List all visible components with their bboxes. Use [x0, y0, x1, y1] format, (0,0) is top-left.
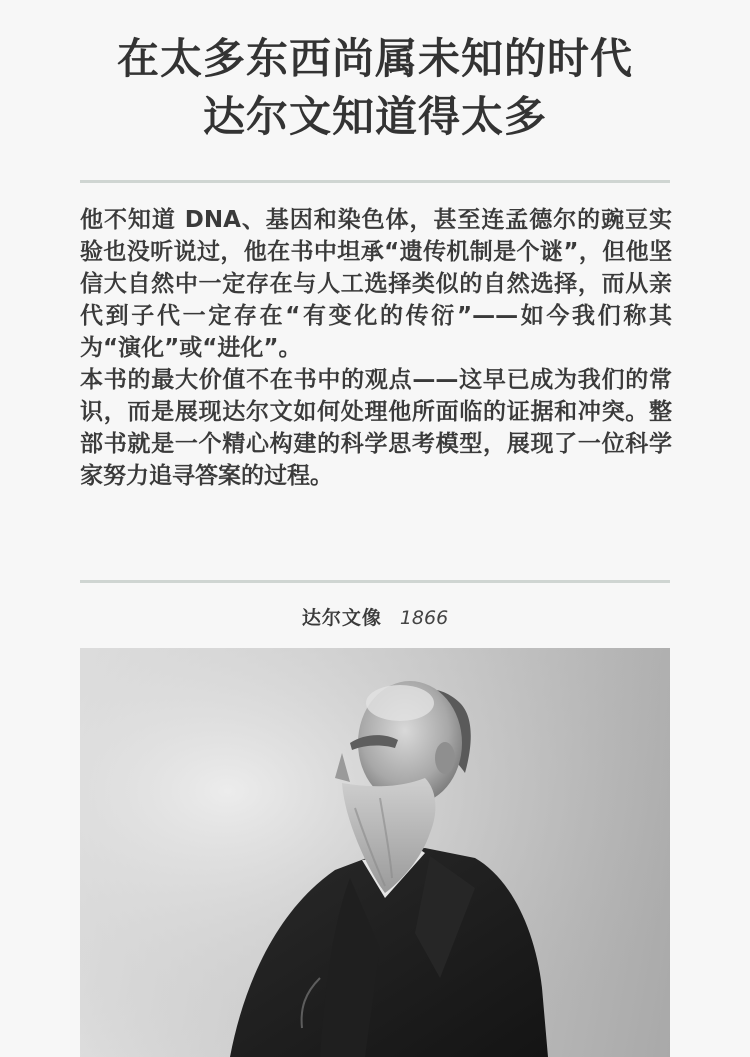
top-divider — [80, 180, 670, 183]
photo-caption — [0, 604, 750, 632]
body-text — [80, 204, 672, 492]
headline — [80, 30, 670, 146]
headline-line-1: 在太多东西尚属未知的时代 — [116, 34, 633, 83]
body-paragraph-1: 他不知道 DNA、基因和染色体，甚至连孟德尔的豌豆实验也没听说过，他在书中坦承“遗传机制是个谜”，但他坚信大自然中一定存在与人工选择类似的自然选择，而从亲代到子代一定存在“有变化的传衍”——如今我们称其为“演化”或“进化”。 — [80, 207, 672, 361]
caption-year: 1866 — [399, 607, 449, 629]
portrait-illustration — [80, 648, 670, 1057]
portrait-photo — [80, 648, 670, 1057]
headline-line-2: 达尔文知道得太多 — [202, 92, 547, 141]
body-paragraph-2: 本书的最大价值不在书中的观点——这早已成为我们的常识，而是展现达尔文如何处理他所面临的证据和冲突。整部书就是一个精心构建的科学思考模型，展现了一位科学家努力追寻答案的过程。 — [80, 367, 672, 489]
bottom-divider — [80, 580, 670, 583]
caption-name: 达尔文像 — [301, 607, 382, 629]
